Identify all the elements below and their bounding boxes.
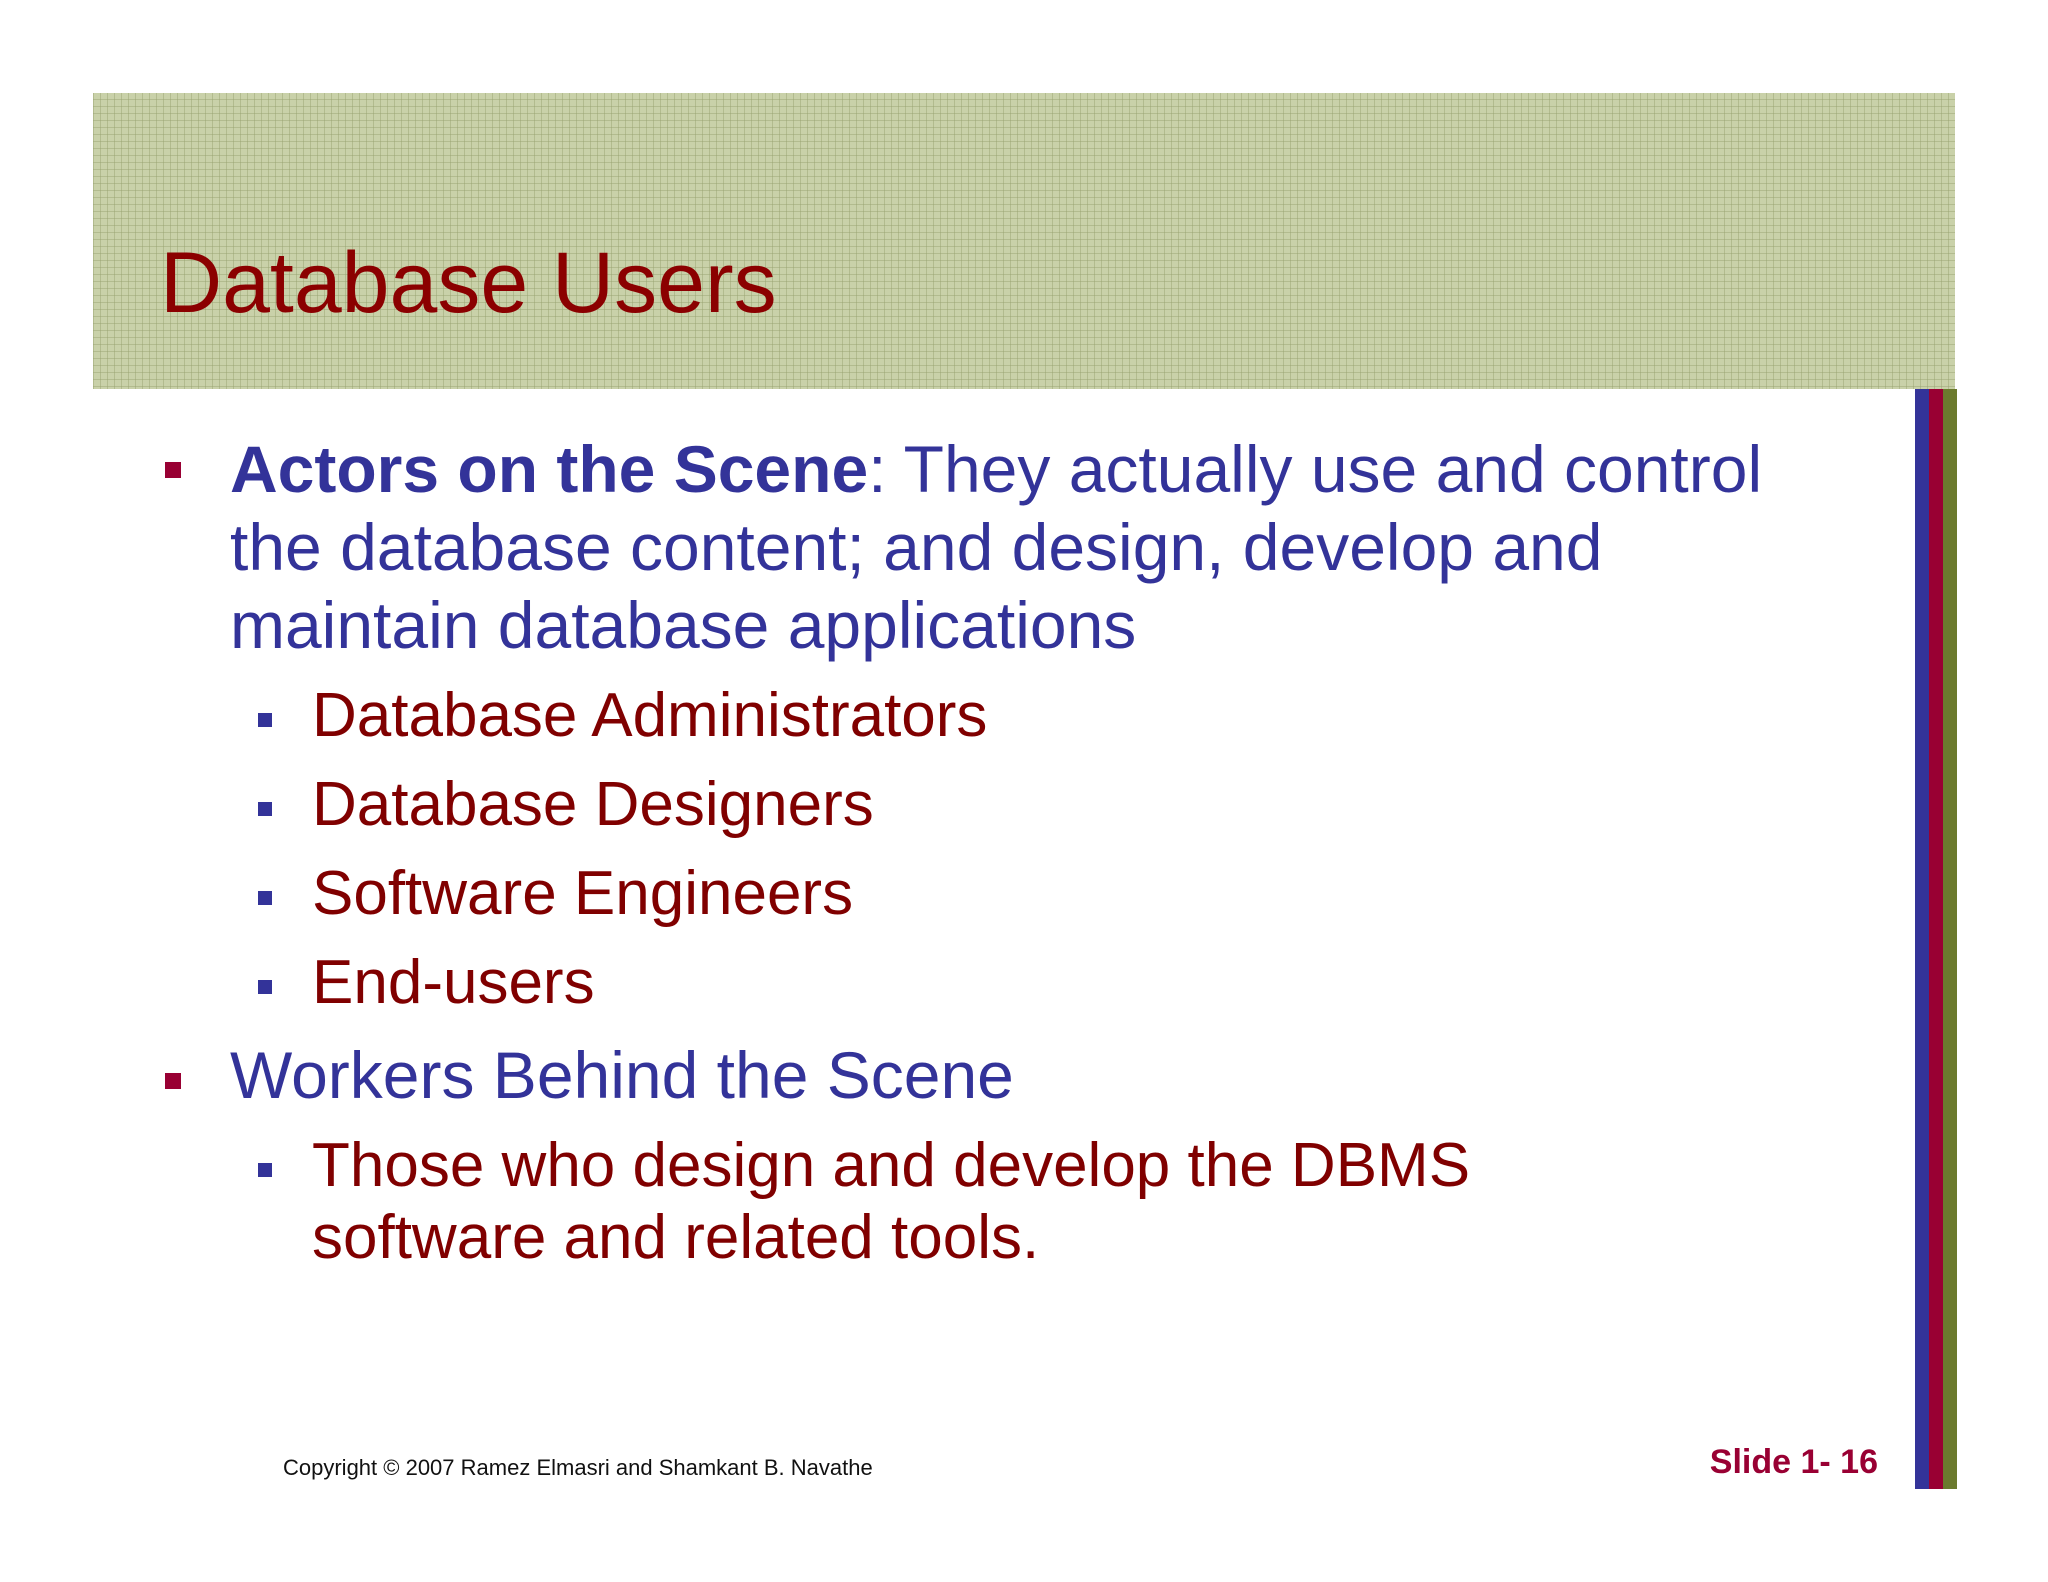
square-bullet-icon — [165, 1073, 181, 1089]
square-bullet-icon — [258, 891, 272, 905]
square-bullet-icon — [258, 713, 272, 727]
bullet-actors — [230, 430, 1770, 664]
sub-item: Database Designers — [312, 770, 874, 839]
square-bullet-icon — [258, 802, 272, 816]
sub-item-line1: Those who design and develop the DBMS — [312, 1131, 1471, 1200]
sub-item: Software Engineers — [312, 859, 854, 928]
square-bullet-icon — [165, 462, 181, 478]
square-bullet-icon — [258, 980, 272, 994]
sub-item: End-users — [312, 948, 595, 1017]
side-color-bars — [1915, 389, 1957, 1489]
copyright-footer: Copyright © 2007 Ramez Elmasri and Shamkant B. Navathe — [283, 1455, 873, 1480]
square-bullet-icon — [258, 1163, 272, 1177]
sub-item-line2: software and related tools. — [312, 1203, 1040, 1272]
bullet-actors-heading: Actors on the Scene — [230, 432, 869, 506]
bullet-workers: Workers Behind the Scene — [230, 1038, 1014, 1112]
slide-number: Slide 1- 16 — [1709, 1443, 1878, 1481]
sub-item: Database Administrators — [312, 681, 988, 750]
side-bar-red — [1929, 389, 1943, 1489]
bullet-actors-text: : They actually use and control the database content; and design, develop and maintain database applications — [230, 432, 1763, 662]
side-bar-olive — [1943, 389, 1957, 1489]
slide-title: Database Users — [160, 235, 777, 331]
side-bar-blue — [1915, 389, 1929, 1489]
